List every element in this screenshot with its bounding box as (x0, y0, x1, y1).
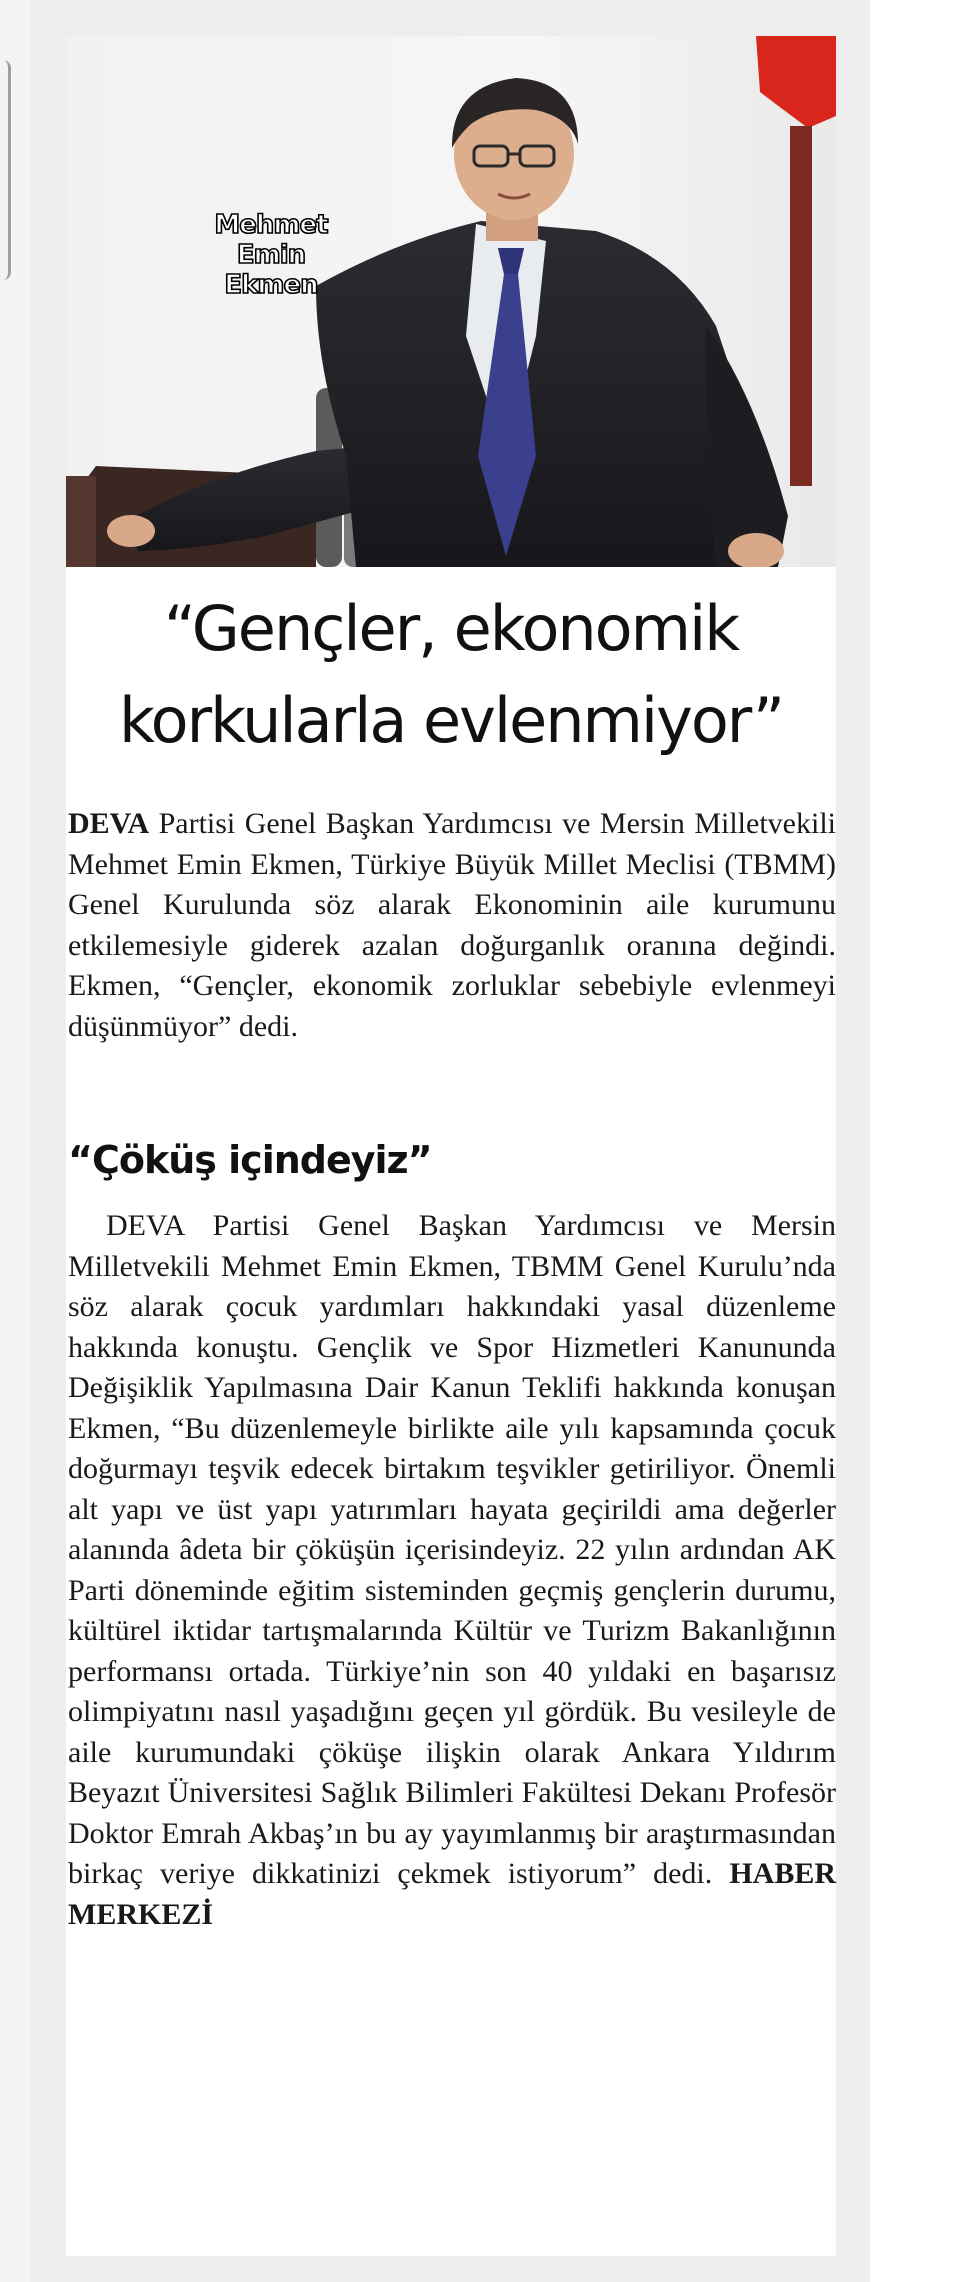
margin-mark (0, 60, 11, 280)
lead-paragraph (68, 804, 836, 1047)
lead-bold-word: DEVA (68, 807, 150, 840)
subheading: “Çöküş içindeyiz” (68, 1138, 432, 1182)
article-photo (66, 36, 836, 567)
page-margin (0, 0, 30, 2282)
caption-first-name: Mehmet (214, 210, 328, 240)
body-paragraph (68, 1206, 836, 1935)
body-text: DEVA Partisi Genel Başkan Yardımcısı ve Mersin Milletvekili Mehmet Emin Ekmen, TBMM Genel Kurulu’nda söz alarak çocuk yardımları hakkındaki yasal düzenleme hakkında konuştu. Gençlik ve Spor Hizmetleri Kanununda Değişiklik Yapılmasına Dair Kanun Teklifi hakkında konuşan Ekmen, “Bu düzenlemeyle birlikte aile yılı kapsamında çocuk doğurmayı teşvik edecek birtakım teşvikler getiriliyor. Önemli alt yapı ve üst yapı yatırımları hayata geçirildi ama değerler alanında âdeta bir çöküşün içerisindeyiz. 22 yılın ardından AK Parti döneminde eğitim sisteminden geçmiş gençlerin durumu, kültürel iktidar tartışmalarında Kültür ve Turizm Bakanlığının performansı ortada. Türkiye’nin son 40 yıldaki en başarısız olimpiyatını nasıl yaşadığını geçen yıl gördük. Bu vesileyle de aile kurumundaki çöküşe ilişkin olarak Ankara Yıldırım Beyazıt Üniversitesi Sağlık Bilimleri Fakültesi Dekanı Profesör Doktor Emrah Akbaş’ın bu ay yayımlanmış bir araştırmasından birkaç veriye dikkatinizi çekmek istiyorum” dedi. (68, 1209, 836, 1890)
speaker-photo-illustration (66, 36, 836, 567)
headline (66, 583, 836, 767)
caption-last-name: Ekmen (224, 270, 318, 300)
headline-line-1: “Gençler, ekonomik (163, 592, 739, 665)
newspaper-clipping (30, 0, 870, 2282)
photo-caption (206, 210, 336, 300)
lead-text: Partisi Genel Başkan Yardımcısı ve Mersin Milletvekili Mehmet Emin Ekmen, Türkiye Büyük Millet Meclisi (TBMM) Genel Kurulunda söz alarak Ekonominin aile kurumunu etkilemesiyle giderek azalan doğurganlık oranına değindi. Ekmen, “Gençler, ekonomik zorluklar sebebiyle evlenmeyi düşünmüyor” dedi. (68, 807, 836, 1043)
article (66, 36, 836, 2256)
caption-middle-name: Emin (236, 240, 306, 270)
headline-line-2: korkularla evlenmiyor” (118, 684, 783, 757)
byline: HABER MERKEZİ (68, 1857, 836, 1931)
